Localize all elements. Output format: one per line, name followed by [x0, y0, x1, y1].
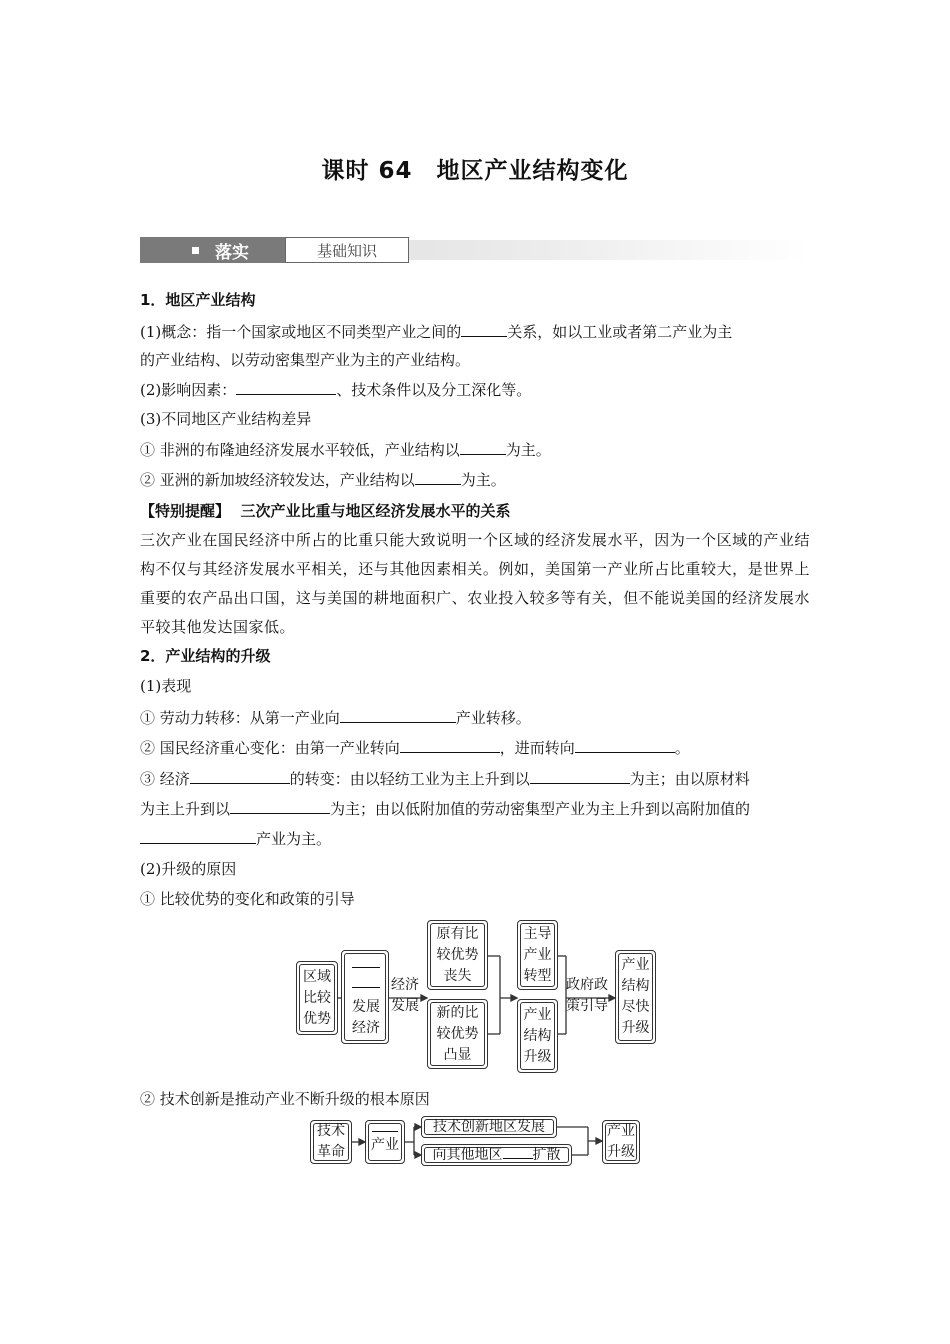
flow1-develop-economy: 发展经济: [341, 950, 389, 1044]
section2-heading: 2．产业结构的升级: [140, 647, 271, 665]
s1-line3: (2)影响因素： 、技术条件以及分工深化等。: [140, 381, 532, 399]
fill-blank[interactable]: [352, 967, 380, 968]
section1-heading: 1．地区产业结构: [140, 291, 256, 309]
s2-line9: ② 技术创新是推动产业不断升级的根本原因: [140, 1090, 430, 1108]
banner-right: 基础知识: [285, 237, 409, 263]
s1-line6: ② 亚洲的新加坡经济较发达，产业结构以 为主。: [140, 471, 506, 489]
fill-blank[interactable]: [503, 1145, 533, 1159]
s1-line1: (1)概念：指一个国家或地区不同类型产业之间的 关系，如以工业或者第二产业为主: [140, 323, 733, 341]
flow1-econ-label: 经济发展: [391, 977, 419, 1014]
flow2-upgrade: 产业升级: [602, 1120, 640, 1164]
flow1-quick-upgrade: 产业结构尽快升级: [615, 950, 656, 1044]
s2-line5: 为主上升到以 为主；由以低附加值的劳动密集型产业为主上升到以高附加值的: [140, 800, 751, 818]
flow1-lost-advantage: 原有比较优势丧失: [427, 920, 488, 990]
s2-line8: ① 比较优势的变化和政策的引导: [140, 890, 355, 908]
flow2-tech-revolution: 技术革命: [310, 1120, 352, 1164]
flow1-policy-label: 政府政策引导: [566, 977, 608, 1014]
flow2-industry: 产业: [365, 1120, 405, 1164]
flow1-region-advantage: 区域比较优势: [296, 961, 338, 1035]
banner-left: 落实: [140, 237, 285, 263]
tip-heading-line: 【特别提醒】 三次产业比重与地区经济发展水平的关系: [140, 502, 511, 520]
s1-line5: ① 非洲的布隆迪经济发展水平较低，产业结构以 为主。: [140, 441, 551, 459]
flow2-tech-innovation: 技术创新地区发展: [421, 1116, 557, 1138]
s2-line7: (2)升级的原因: [140, 860, 237, 878]
s2-line2: ① 劳动力转移：从第一产业向 产业转移。: [140, 709, 531, 727]
flow1-structure-upgrade: 产业结构升级: [517, 999, 558, 1073]
s1-line4: (3)不同地区产业结构差异: [140, 410, 312, 428]
s2-line1: (1)表现: [140, 677, 192, 695]
s1-line2: 的产业结构、以劳动密集型产业为主的产业结构。: [140, 351, 471, 369]
flow2-spread: 向其他地区 扩散: [421, 1144, 572, 1166]
s2-line4: ③ 经济 的转变：由以轻纺工业为主上升到以 为主；由以原材料: [140, 770, 750, 788]
fill-blank[interactable]: [352, 987, 380, 988]
page-title: 课时 64 地区产业结构变化: [321, 158, 629, 184]
s2-line3: ② 国民经济重心变化：由第一产业转向 ，进而转向 。: [140, 739, 690, 757]
flow1-leading-industry: 主导产业转型: [517, 920, 558, 990]
tip-body: 三次产业在国民经济中所占的比重只能大致说明一个区域的经济发展水平，因为一个区域的产业结构不仅与其经济发展水平相关，还与其他因素相关。例如，美国第一产业所占比重较大，是世界上重要的农产品出口国，这与美国的耕地面积广、农业投入较多等有关，但不能说美国的经济发展水平较其他发达国家低。: [140, 531, 810, 636]
s2-line6: 产业为主。: [140, 828, 810, 849]
fill-blank[interactable]: [372, 1131, 398, 1132]
flow1-new-advantage: 新的比较优势凸显: [427, 999, 488, 1069]
